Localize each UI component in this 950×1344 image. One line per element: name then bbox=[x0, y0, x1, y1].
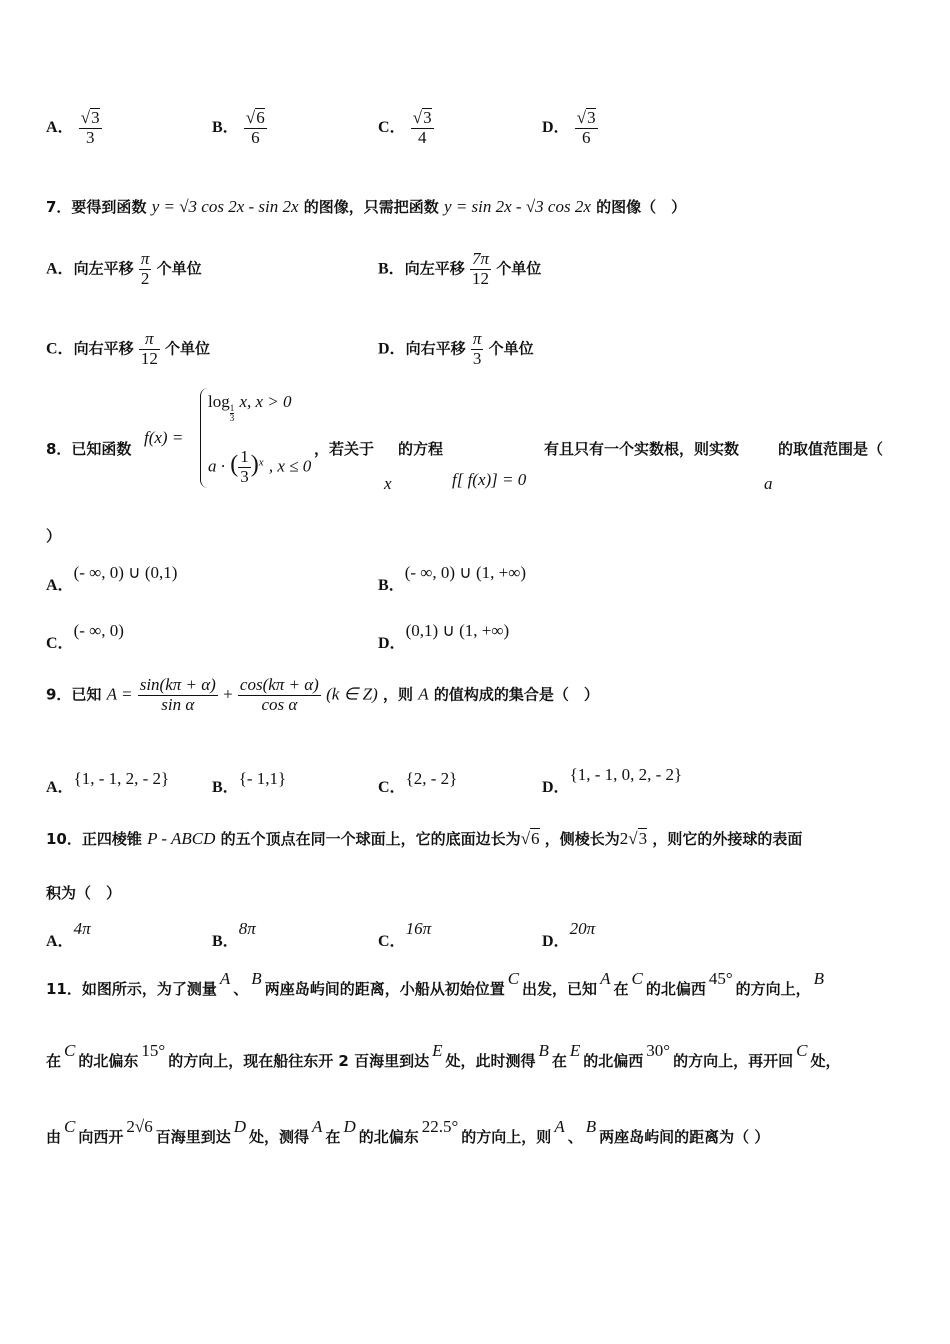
fraction: $\frac{1}{3}$ bbox=[240, 447, 249, 486]
math-term: A bbox=[600, 969, 611, 988]
text-segment: 在 bbox=[325, 1128, 341, 1146]
text-segment: 出发，已知 bbox=[522, 980, 598, 998]
fraction: $\frac{√3}{3}$ bbox=[80, 108, 100, 147]
fraction: $\frac{√6}{6}$ bbox=[245, 108, 265, 147]
text-segment: 的北偏东 bbox=[78, 1052, 139, 1070]
text-segment: 的方向上，现在船往东开 2 百海里到达 bbox=[168, 1052, 430, 1070]
q8-equation: f[ f(x)] = 0 bbox=[452, 470, 527, 489]
math-term: A bbox=[219, 969, 231, 988]
text-segment: 由 bbox=[46, 1128, 62, 1146]
text-segment: 、 bbox=[233, 980, 249, 998]
q8-option-c: C．(- ∞, 0) bbox=[46, 621, 124, 652]
q10-option-c: C．16π bbox=[378, 919, 432, 950]
text-segment: 的北偏西 bbox=[645, 980, 706, 998]
q8-stem-e: 的取值范围是（ bbox=[778, 440, 884, 458]
q7-option-b: B．向左平移 $\frac{7\pi}{12}$ 个单位 bbox=[378, 249, 542, 288]
text-segment: 在 bbox=[613, 980, 629, 998]
fraction: $\frac{7\pi}{12}$ bbox=[471, 249, 489, 288]
text-segment: 处，测得 bbox=[249, 1128, 310, 1146]
text-segment: 在 bbox=[551, 1052, 567, 1070]
q8-option-d: D．(0,1) ∪ (1, +∞) bbox=[378, 621, 510, 652]
q9-option-d: D．{1, - 1, 0, 2, - 2} bbox=[542, 765, 683, 796]
q6-option-b: B． $\frac{√6}{6}$ bbox=[212, 108, 265, 147]
q11-line-3 bbox=[46, 1117, 770, 1147]
math-term: 22.5° bbox=[421, 1117, 459, 1136]
text-segment: 在 bbox=[46, 1052, 62, 1070]
math-term: B bbox=[251, 969, 262, 988]
q10-option-a: A．4π bbox=[46, 919, 91, 950]
q8-stem-c: 的方程 bbox=[398, 440, 444, 458]
math-term: D bbox=[343, 1117, 356, 1136]
fraction: $\frac{\pi}{2}$ bbox=[140, 249, 150, 288]
q8-stem-label: 8．已知函数 bbox=[46, 440, 132, 458]
math-term: B bbox=[585, 1117, 597, 1136]
q10-option-d: D．20π bbox=[542, 919, 596, 950]
q9-stem: 9．已知 A = $\frac{\sin(k\pi + \alpha)}{\text{sin α}}$ + $\frac{\cos(k\pi + \alpha)}{\text{cos α}}$ (k ∈ Z) ，则 A 的值构成的集合是（ ） bbox=[46, 675, 599, 714]
math-term: A bbox=[554, 1117, 565, 1136]
q9-option-a: A．{1, - 1, 2, - 2} bbox=[46, 769, 170, 796]
text-segment: 的方向上，则 bbox=[461, 1128, 552, 1146]
math-term: E bbox=[569, 1041, 581, 1060]
q8-var-a: a bbox=[764, 474, 773, 493]
q6-option-a: A． $\frac{√3}{3}$ bbox=[46, 108, 100, 147]
q9-option-c: C．{2, - 2} bbox=[378, 769, 458, 796]
text-segment: 两座岛屿间的距离，小船从初始位置 bbox=[264, 980, 505, 998]
q8-stem-b: ，若关于 bbox=[314, 440, 375, 458]
math-term: B bbox=[538, 1041, 549, 1060]
math-term: A bbox=[312, 1117, 323, 1136]
math-term: C bbox=[64, 1041, 76, 1060]
q10-stem-cont: 积为（ ） bbox=[46, 884, 122, 902]
fraction: $\frac{√3}{6}$ bbox=[576, 108, 596, 147]
q11-line-1 bbox=[46, 969, 827, 999]
math-term: D bbox=[233, 1117, 247, 1136]
math-term: C bbox=[507, 969, 520, 988]
text-segment: 11．如图所示，为了测量 bbox=[46, 980, 217, 998]
math-term: C bbox=[64, 1117, 76, 1136]
math-term: 30° bbox=[646, 1041, 671, 1060]
q8-stem-close: ） bbox=[46, 527, 62, 545]
text-segment: 处， bbox=[810, 1052, 841, 1070]
text-segment: 、 bbox=[567, 1128, 583, 1146]
fraction: $\frac{\pi}{12}$ bbox=[140, 329, 158, 368]
q8-var-x: x bbox=[384, 474, 392, 493]
math-term: 45° bbox=[708, 969, 733, 988]
fraction: $\frac{\cos(k\pi + \alpha)}{\text{cos α}}$ bbox=[239, 675, 319, 714]
q8-case1: log $\frac{1}{3}$ x, x > 0 bbox=[208, 392, 292, 423]
fraction: $\frac{\pi}{3}$ bbox=[472, 329, 482, 368]
text-segment: 向西开 bbox=[78, 1128, 124, 1146]
q6-option-d: D． $\frac{√3}{6}$ bbox=[542, 108, 596, 147]
text-segment: 的方向上，再开回 bbox=[673, 1052, 794, 1070]
math-term: E bbox=[432, 1041, 443, 1060]
math-term: C bbox=[631, 969, 643, 988]
text-segment: 的北偏东 bbox=[358, 1128, 419, 1146]
math-term: 15° bbox=[141, 1041, 166, 1060]
q11-line-2 bbox=[46, 1041, 841, 1071]
q8-case2: a · ( $\frac{1}{3}$ )$^x$ , x ≤ 0 bbox=[208, 447, 312, 486]
q8-stem-d: 有且只有一个实数根，则实数 bbox=[544, 440, 740, 458]
q7-option-c: C．向右平移 $\frac{\pi}{12}$ 个单位 bbox=[46, 329, 211, 368]
q8-fx: f(x) = bbox=[144, 428, 184, 447]
text-segment: 处，此时测得 bbox=[445, 1052, 536, 1070]
text-segment: 两座岛屿间的距离为（ ） bbox=[599, 1128, 770, 1146]
q8-option-a: A．(- ∞, 0) ∪ (0,1) bbox=[46, 563, 178, 594]
q7-stem: 7．要得到函数 y = √3 cos 2x - sin 2x 的图像，只需把函数 y = sin 2x - √3 cos 2x 的图像（ ） bbox=[46, 197, 687, 216]
q8-option-b: B．(- ∞, 0) ∪ (1, +∞) bbox=[378, 563, 527, 594]
math-term: 2√6 bbox=[126, 1117, 153, 1136]
text-segment: 的方向上， bbox=[735, 980, 811, 998]
math-term: B bbox=[813, 969, 825, 988]
q10-stem: 10．正四棱锥 P - ABCD 的五个顶点在同一个球面上，它的底面边长为√6 ，侧棱长为2√3 ，则它的外接球的表面 bbox=[46, 829, 803, 848]
q10-option-b: B．8π bbox=[212, 919, 256, 950]
q7-option-d: D．向右平移 $\frac{\pi}{3}$ 个单位 bbox=[378, 329, 534, 368]
text-segment: 的北偏西 bbox=[583, 1052, 644, 1070]
fraction: $\frac{√3}{4}$ bbox=[412, 108, 432, 147]
q9-option-b: B．{- 1,1} bbox=[212, 769, 287, 796]
text-segment: 百海里到达 bbox=[155, 1128, 231, 1146]
q6-option-c: C． $\frac{√3}{4}$ bbox=[378, 108, 432, 147]
fraction: $\frac{\sin(k\pi + \alpha)}{\text{sin α}}$ bbox=[139, 675, 216, 714]
q7-option-a: A．向左平移 $\frac{\pi}{2}$ 个单位 bbox=[46, 249, 202, 288]
math-term: C bbox=[796, 1041, 808, 1060]
